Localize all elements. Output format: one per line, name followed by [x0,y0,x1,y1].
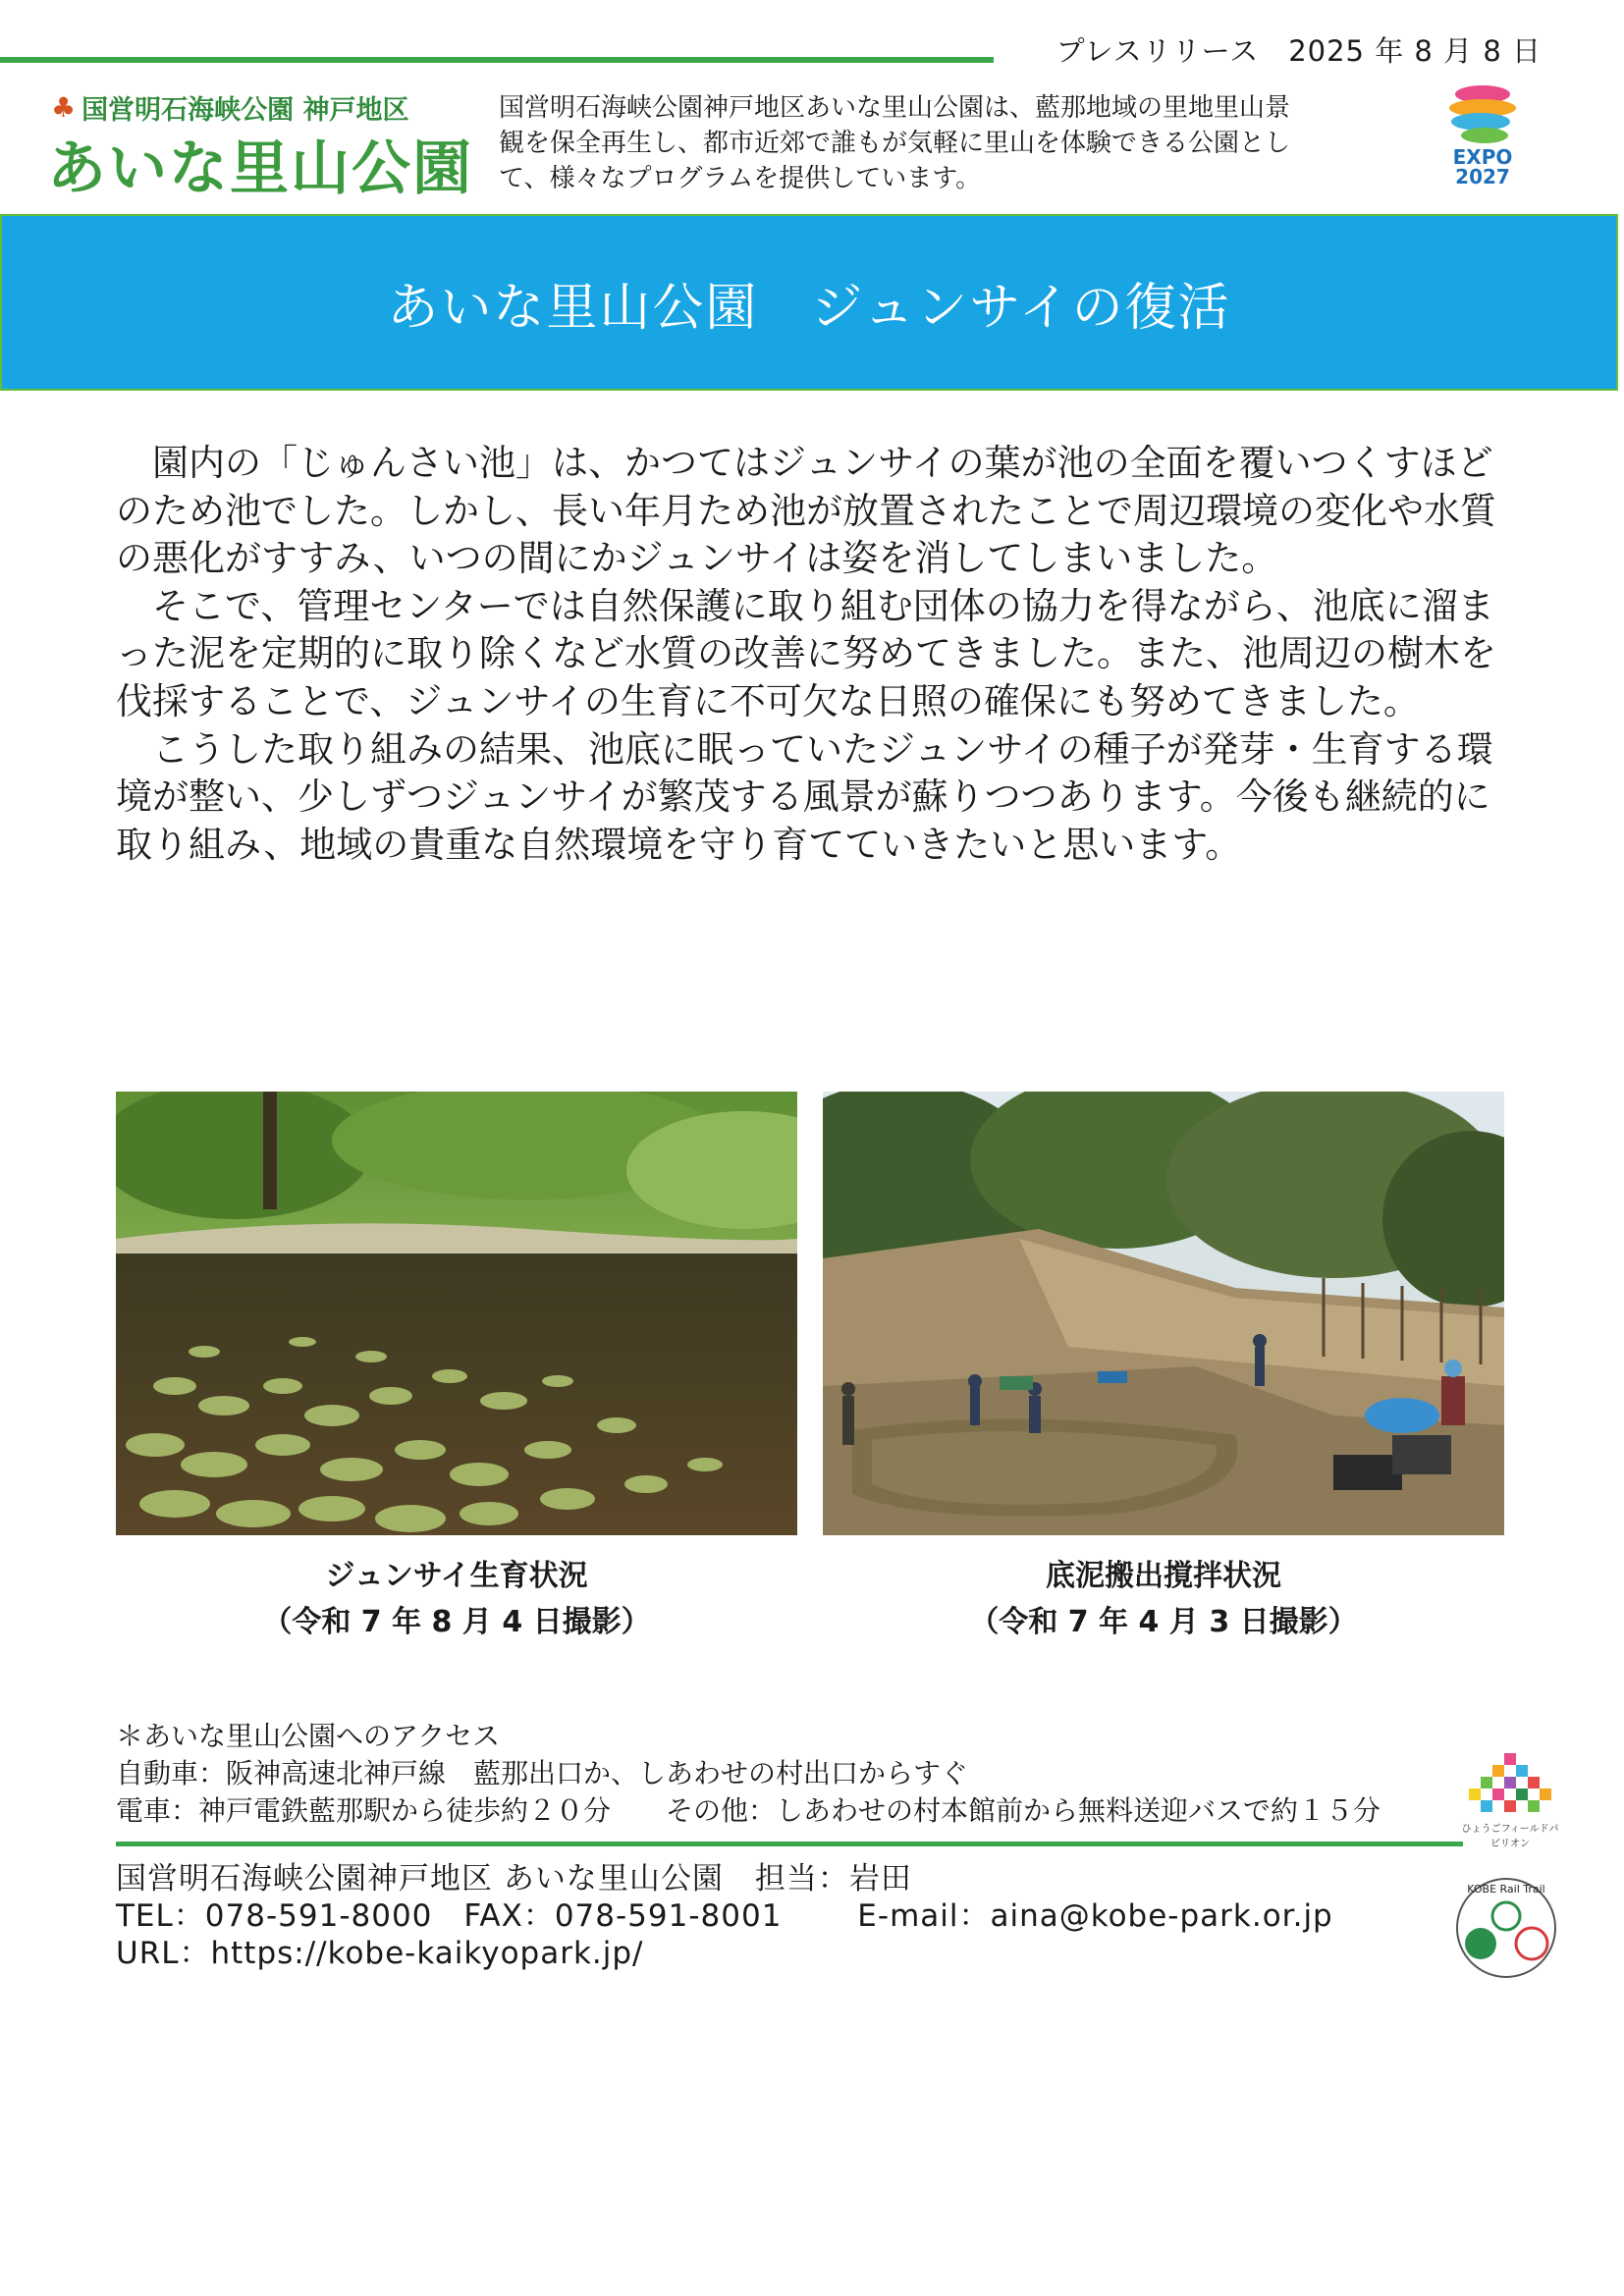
contact-info [116,1860,1333,1972]
kobe-rail-trail-icon [1451,1873,1561,1983]
photo-2-title: 底泥搬出撹拌状況 [1046,1559,1281,1593]
photo-1-title: ジュンサイ生育状況 [325,1559,588,1593]
mud-removal-photo [823,1092,1504,1535]
access-heading: ＊あいな里山公園へのアクセス [116,1720,501,1752]
park-logo-icon: ♣ [51,91,77,124]
photo-2-caption [823,1553,1504,1645]
paragraph-2: そこで、管理センターでは自然保護に取り組む団体の協力を得ながら、池底に溜まった泥を定期的に取り除くなど水質の改善に努めてきました。また、池周辺の樹木を伐採することで、ジュンサイの生育に不可欠な日照の確保にも努めてきました。 [116,584,1496,722]
paragraph-1: 園内の「じゅんさい池」は、かつてはジュンサイの葉が池の全面を覆いつくすほどのため池でした。しかし、長い年月ため池が放置されたことで周辺環境の変化や水質の悪化がすすみ、いつの間にかジュンサイは姿を消してしまいました。 [116,442,1496,580]
release-date: プレスリリース 2025 年 8 月 8 日 [1056,34,1542,68]
hyogo-field-pavilion-logo [1461,1753,1559,1849]
expo-logo [1434,82,1532,198]
top-divider [0,57,994,63]
page-title: あいな里山公園 ジュンサイの復活 [387,278,1231,338]
photo-1-date: （令和 7 年 8 月 4 日撮影） [262,1605,651,1639]
bottom-divider [116,1842,1463,1846]
access-car: 自動車：阪神高速北神戸線 藍那出口か、しあわせの村出口からすぐ [116,1757,969,1789]
kobe-rail-trail-logo [1451,1873,1561,1983]
expo-logo-text: EXPO 2027 [1452,145,1513,188]
title-banner [0,214,1618,391]
mosaic-logo-icon [1469,1753,1551,1818]
photo-2-date: （令和 7 年 4 月 3 日撮影） [969,1605,1358,1639]
junsai-pond-photo [116,1092,797,1535]
expo-flower-icon [1434,82,1532,145]
contact-org: 国営明石海峡公園神戸地区 あいな里山公園 担当：岩田 [116,1861,912,1896]
access-train: 電車：神戸電鉄藍那駅から徒歩約２０分 その他：しあわせの村本館前から無料送迎バスで約１５分 [116,1794,1381,1827]
contact-url: URL：https://kobe-kaikyopark.jp/ [116,1936,644,1971]
park-name-logo: あいな里山公園 [47,134,473,203]
paragraph-3: こうした取り組みの結果、池底に眠っていたジュンサイの種子が発芽・生育する環境が整い、少しずつジュンサイが繁茂する風景が蘇りつつあります。今後も継続的に取り組み、地域の貴重な自然環境を守り育てていきたいと思います。 [116,727,1493,866]
kobe-logo-text: KOBE Rail Trail [1467,1883,1545,1896]
grid-logo-text: ひょうごフィールドパビリオン [1461,1824,1559,1849]
access-info [116,1718,1451,1830]
contact-tel-fax: TEL：078-591-8000 FAX：078-591-8001 [116,1898,783,1934]
park-name-small-text: 国営明石海峡公園 神戸地区 [81,95,409,126]
photo-1-caption [116,1553,797,1645]
article-body [116,440,1510,869]
intro-text: 国営明石海峡公園神戸地区あいな里山公園は、藍那地域の里地里山景観を保全再生し、都市近郊で誰もが気軽に里山を体験できる公園として、様々なプログラムを提供しています。 [499,93,1291,193]
contact-email: E-mail：aina@kobe-park.or.jp [857,1898,1333,1934]
